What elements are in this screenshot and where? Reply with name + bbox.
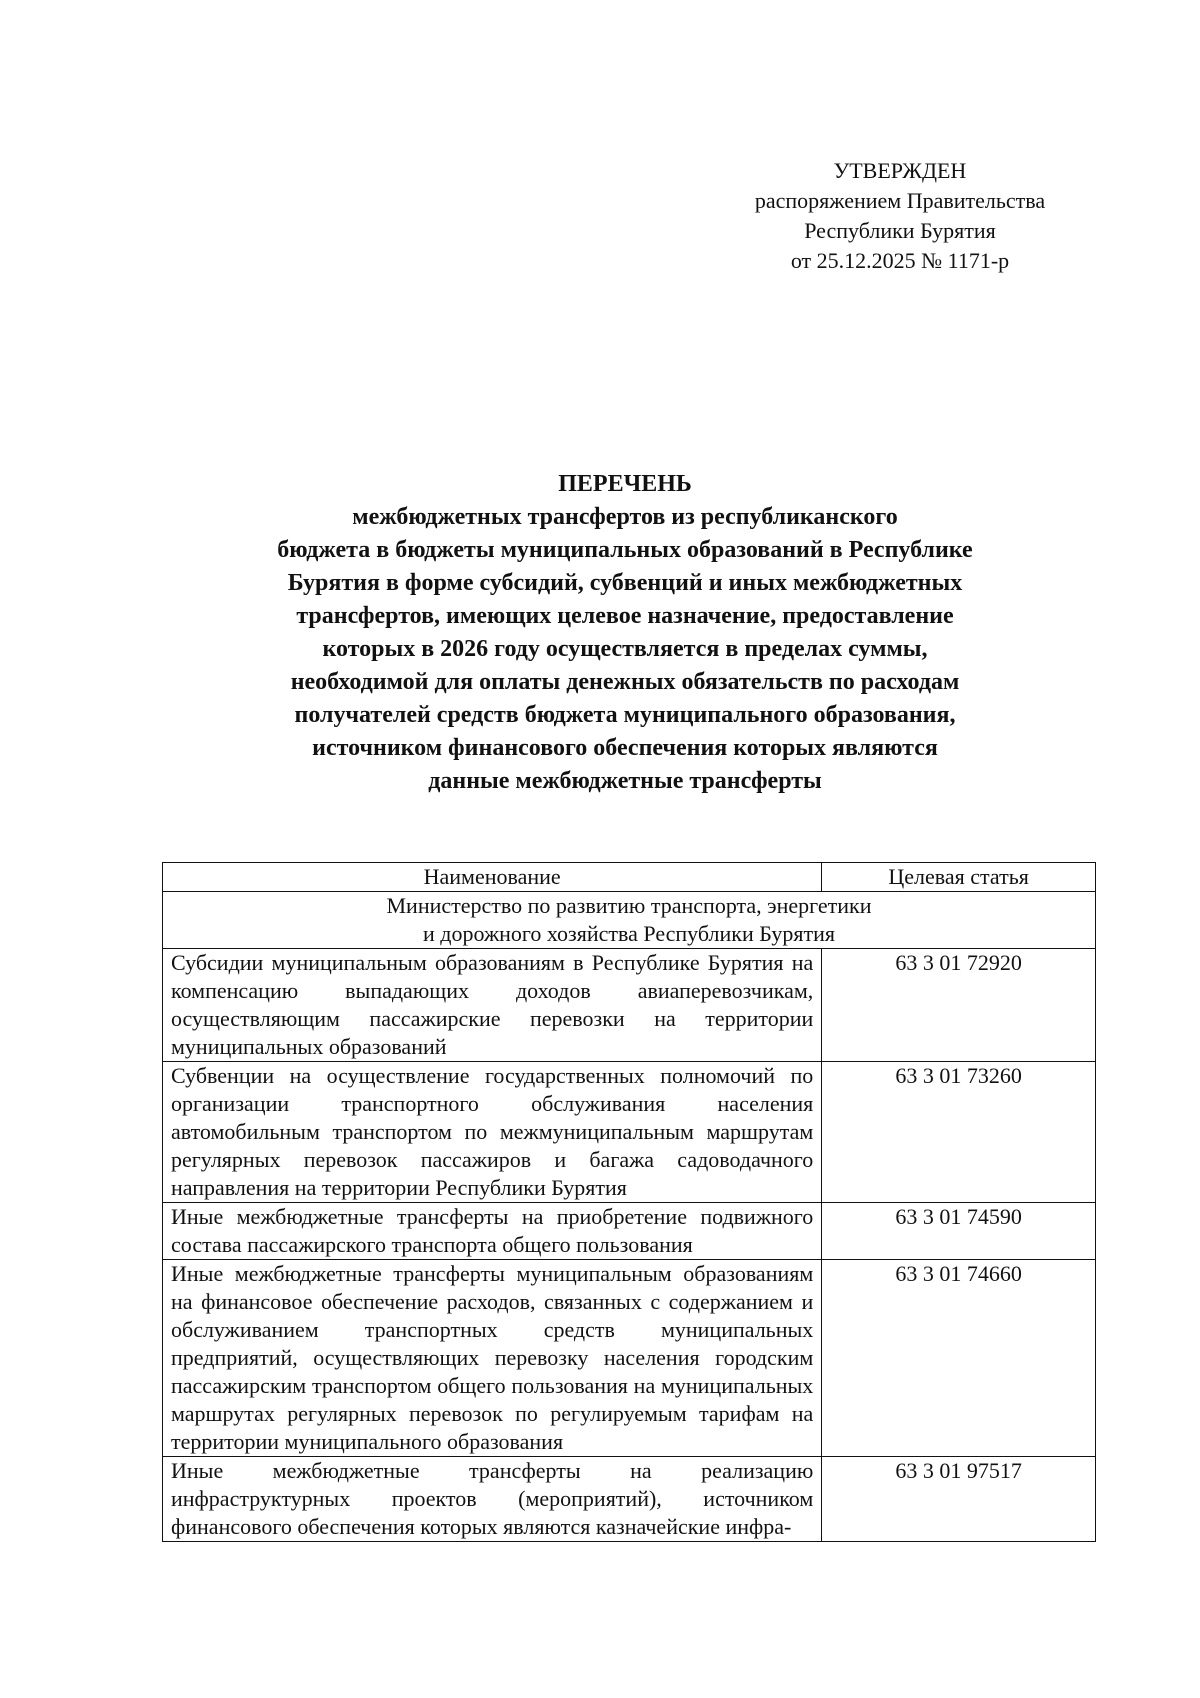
approval-stamp [740, 156, 1060, 276]
target-article-code: 63 3 01 74660 [822, 1260, 1096, 1457]
table-row [163, 1457, 1096, 1542]
transfer-name: Иные межбюджетные трансферты муниципальным образованиям на финансовое обеспечение расходов, связанных с содержанием и обслуживанием транспортных средств муниципальных предприятий, осуществляющих перевозку населения городским пассажирским транспортом общего пользования на муниципальных маршрутах регулярных перевозок по регулируемым тарифам на территории муниципального образования [163, 1260, 822, 1457]
transfer-name: Иные межбюджетные трансферты на реализацию инфраструктурных проектов (мероприятий), источником финансового обеспечения которых являются казначейские инфра- [163, 1457, 822, 1542]
title-line: источником финансового обеспечения которых являются [312, 735, 938, 761]
table-row [163, 1062, 1096, 1203]
target-article-code: 63 3 01 97517 [822, 1457, 1096, 1542]
title-line: получателей средств бюджета муниципального образования, [294, 702, 956, 728]
ministry-line: Министерство по развитию транспорта, энергетики [386, 893, 872, 918]
table-row [163, 1203, 1096, 1260]
column-header-code: Целевая статья [822, 863, 1096, 892]
target-article-code: 63 3 01 72920 [822, 949, 1096, 1062]
target-article-code: 63 3 01 73260 [822, 1062, 1096, 1203]
approval-line: Республики Бурятия [804, 218, 996, 243]
document-title [150, 468, 1100, 798]
transfer-name: Иные межбюджетные трансферты на приобретение подвижного состава пассажирского транспорта общего пользования [163, 1203, 822, 1260]
title-line: межбюджетных трансфертов из республиканского [352, 504, 898, 530]
approval-line: от 25.12.2025 № 1171-р [790, 248, 1010, 273]
table-row [163, 949, 1096, 1062]
title-line: трансфертов, имеющих целевое назначение, предоставление [296, 603, 954, 629]
table-row [163, 1260, 1096, 1457]
transfer-name: Субвенции на осуществление государственных полномочий по организации транспортного обслуживания населения автомобильным транспортом по межмуниципальным маршрутам регулярных перевозок пассажиров и багажа садоводачного направления на территории Республики Бурятия [163, 1062, 822, 1203]
transfers-table [162, 862, 1096, 1542]
ministry-cell [163, 892, 1096, 949]
approval-line: УТВЕРЖДЕН [833, 158, 967, 183]
ministry-row [163, 892, 1096, 949]
ministry-line: и дорожного хозяйства Республики Бурятия [423, 921, 835, 946]
table-header-row [163, 863, 1096, 892]
target-article-code: 63 3 01 74590 [822, 1203, 1096, 1260]
column-header-name: Наименование [163, 863, 822, 892]
title-line: необходимой для оплаты денежных обязательств по расходам [290, 669, 960, 695]
transfer-name: Субсидии муниципальным образованиям в Республике Бурятия на компенсацию выпадающих доходов авиаперевозчикам, осуществляющим пассажирские перевозки на территории муниципальных образований [163, 949, 822, 1062]
title-line: данные межбюджетные трансферты [428, 768, 822, 794]
title-line: Бурятия в форме субсидий, субвенций и иных межбюджетных [287, 570, 963, 596]
title-heading: ПЕРЕЧЕНЬ [558, 471, 692, 497]
title-line: которых в 2026 году осуществляется в пределах суммы, [322, 636, 928, 662]
title-line: бюджета в бюджеты муниципальных образований в Республике [277, 537, 973, 563]
approval-line: распоряжением Правительства [754, 188, 1046, 213]
